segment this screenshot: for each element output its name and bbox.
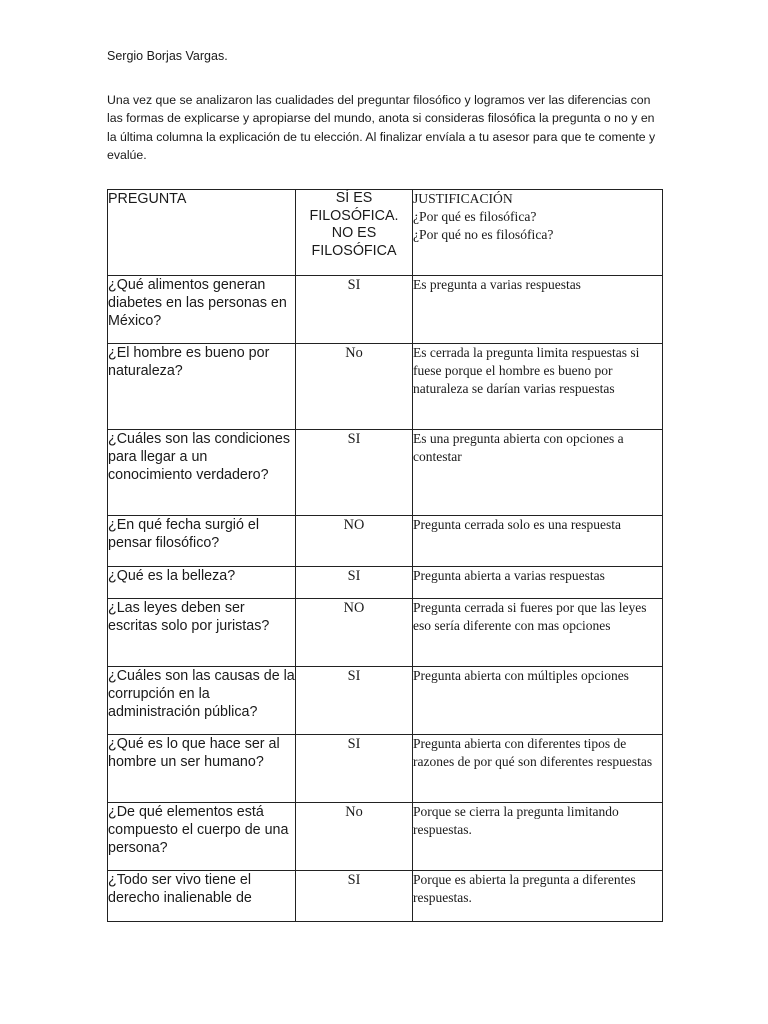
justification-cell: Pregunta abierta con múltiples opciones xyxy=(413,667,663,735)
question-cell: ¿Qué es lo que hace ser al hombre un ser humano? xyxy=(108,735,296,803)
justification-cell: Es pregunta a varias respuestas xyxy=(413,276,663,344)
table-row xyxy=(108,516,663,567)
table-row xyxy=(108,276,663,344)
justification-cell: Es cerrada la pregunta limita respuestas si fuese porque el hombre es bueno por naturaleza se darían varias respuestas xyxy=(413,344,663,430)
answer-cell: SI xyxy=(296,276,413,344)
justification-cell: Pregunta cerrada si fueres por que las leyes eso sería diferente con mas opciones xyxy=(413,599,663,667)
question-cell: ¿Cuáles son las causas de la corrupción en la administración pública? xyxy=(108,667,296,735)
header-justification xyxy=(413,190,663,276)
justification-cell: Pregunta cerrada solo es una respuesta xyxy=(413,516,663,567)
justification-cell: Pregunta abierta con diferentes tipos de razones de por qué son diferentes respuestas xyxy=(413,735,663,803)
questions-table xyxy=(107,189,663,922)
table-row xyxy=(108,803,663,871)
question-cell: ¿De qué elementos está compuesto el cuerpo de una persona? xyxy=(108,803,296,871)
answer-cell: SI xyxy=(296,735,413,803)
table-row xyxy=(108,735,663,803)
table-row xyxy=(108,871,663,922)
answer-cell: No xyxy=(296,344,413,430)
question-cell: ¿El hombre es bueno por naturaleza? xyxy=(108,344,296,430)
question-cell: ¿Todo ser vivo tiene el derecho inalienable de xyxy=(108,871,296,922)
question-cell: ¿Las leyes deben ser escritas solo por juristas? xyxy=(108,599,296,667)
table-header-row xyxy=(108,190,663,276)
question-cell: ¿En qué fecha surgió el pensar filosófico? xyxy=(108,516,296,567)
question-cell: ¿Cuáles son las condiciones para llegar a un conocimiento verdadero? xyxy=(108,430,296,516)
question-cell: ¿Qué es la belleza? xyxy=(108,567,296,599)
instructions-paragraph: Una vez que se analizaron las cualidades del preguntar filosófico y logramos ver las diferencias con las formas de explicarse y apropiarse del mundo, anota si consideras filosófica la pregunta o no y en la última columna la explicación de tu elección. Al finalizar envíala a tu asesor para que te comente y evalúe. xyxy=(107,93,656,163)
header-justification-title: JUSTIFICACIÓN xyxy=(413,191,513,206)
answer-cell: SI xyxy=(296,871,413,922)
table-row xyxy=(108,430,663,516)
justification-cell: Porque se cierra la pregunta limitando respuestas. xyxy=(413,803,663,871)
header-question: PREGUNTA xyxy=(108,190,296,276)
answer-cell: SI xyxy=(296,567,413,599)
justification-cell: Pregunta abierta a varias respuestas xyxy=(413,567,663,599)
table-row xyxy=(108,599,663,667)
answer-cell: SI xyxy=(296,430,413,516)
answer-cell: No xyxy=(296,803,413,871)
table-row xyxy=(108,667,663,735)
table-row xyxy=(108,344,663,430)
justification-cell: Es una pregunta abierta con opciones a contestar xyxy=(413,430,663,516)
header-answer: SÍ ES FILOSÓFICA. NO ES FILOSÓFICA xyxy=(296,190,413,276)
answer-cell: NO xyxy=(296,599,413,667)
header-justification-q2: ¿Por qué no es filosófica? xyxy=(413,227,554,242)
answer-cell: NO xyxy=(296,516,413,567)
author-name: Sergio Borjas Vargas. xyxy=(107,49,228,63)
justification-cell: Porque es abierta la pregunta a diferentes respuestas. xyxy=(413,871,663,922)
header-justification-q1: ¿Por qué es filosófica? xyxy=(413,209,537,224)
table-row xyxy=(108,567,663,599)
answer-cell: SI xyxy=(296,667,413,735)
question-cell: ¿Qué alimentos generan diabetes en las personas en México? xyxy=(108,276,296,344)
